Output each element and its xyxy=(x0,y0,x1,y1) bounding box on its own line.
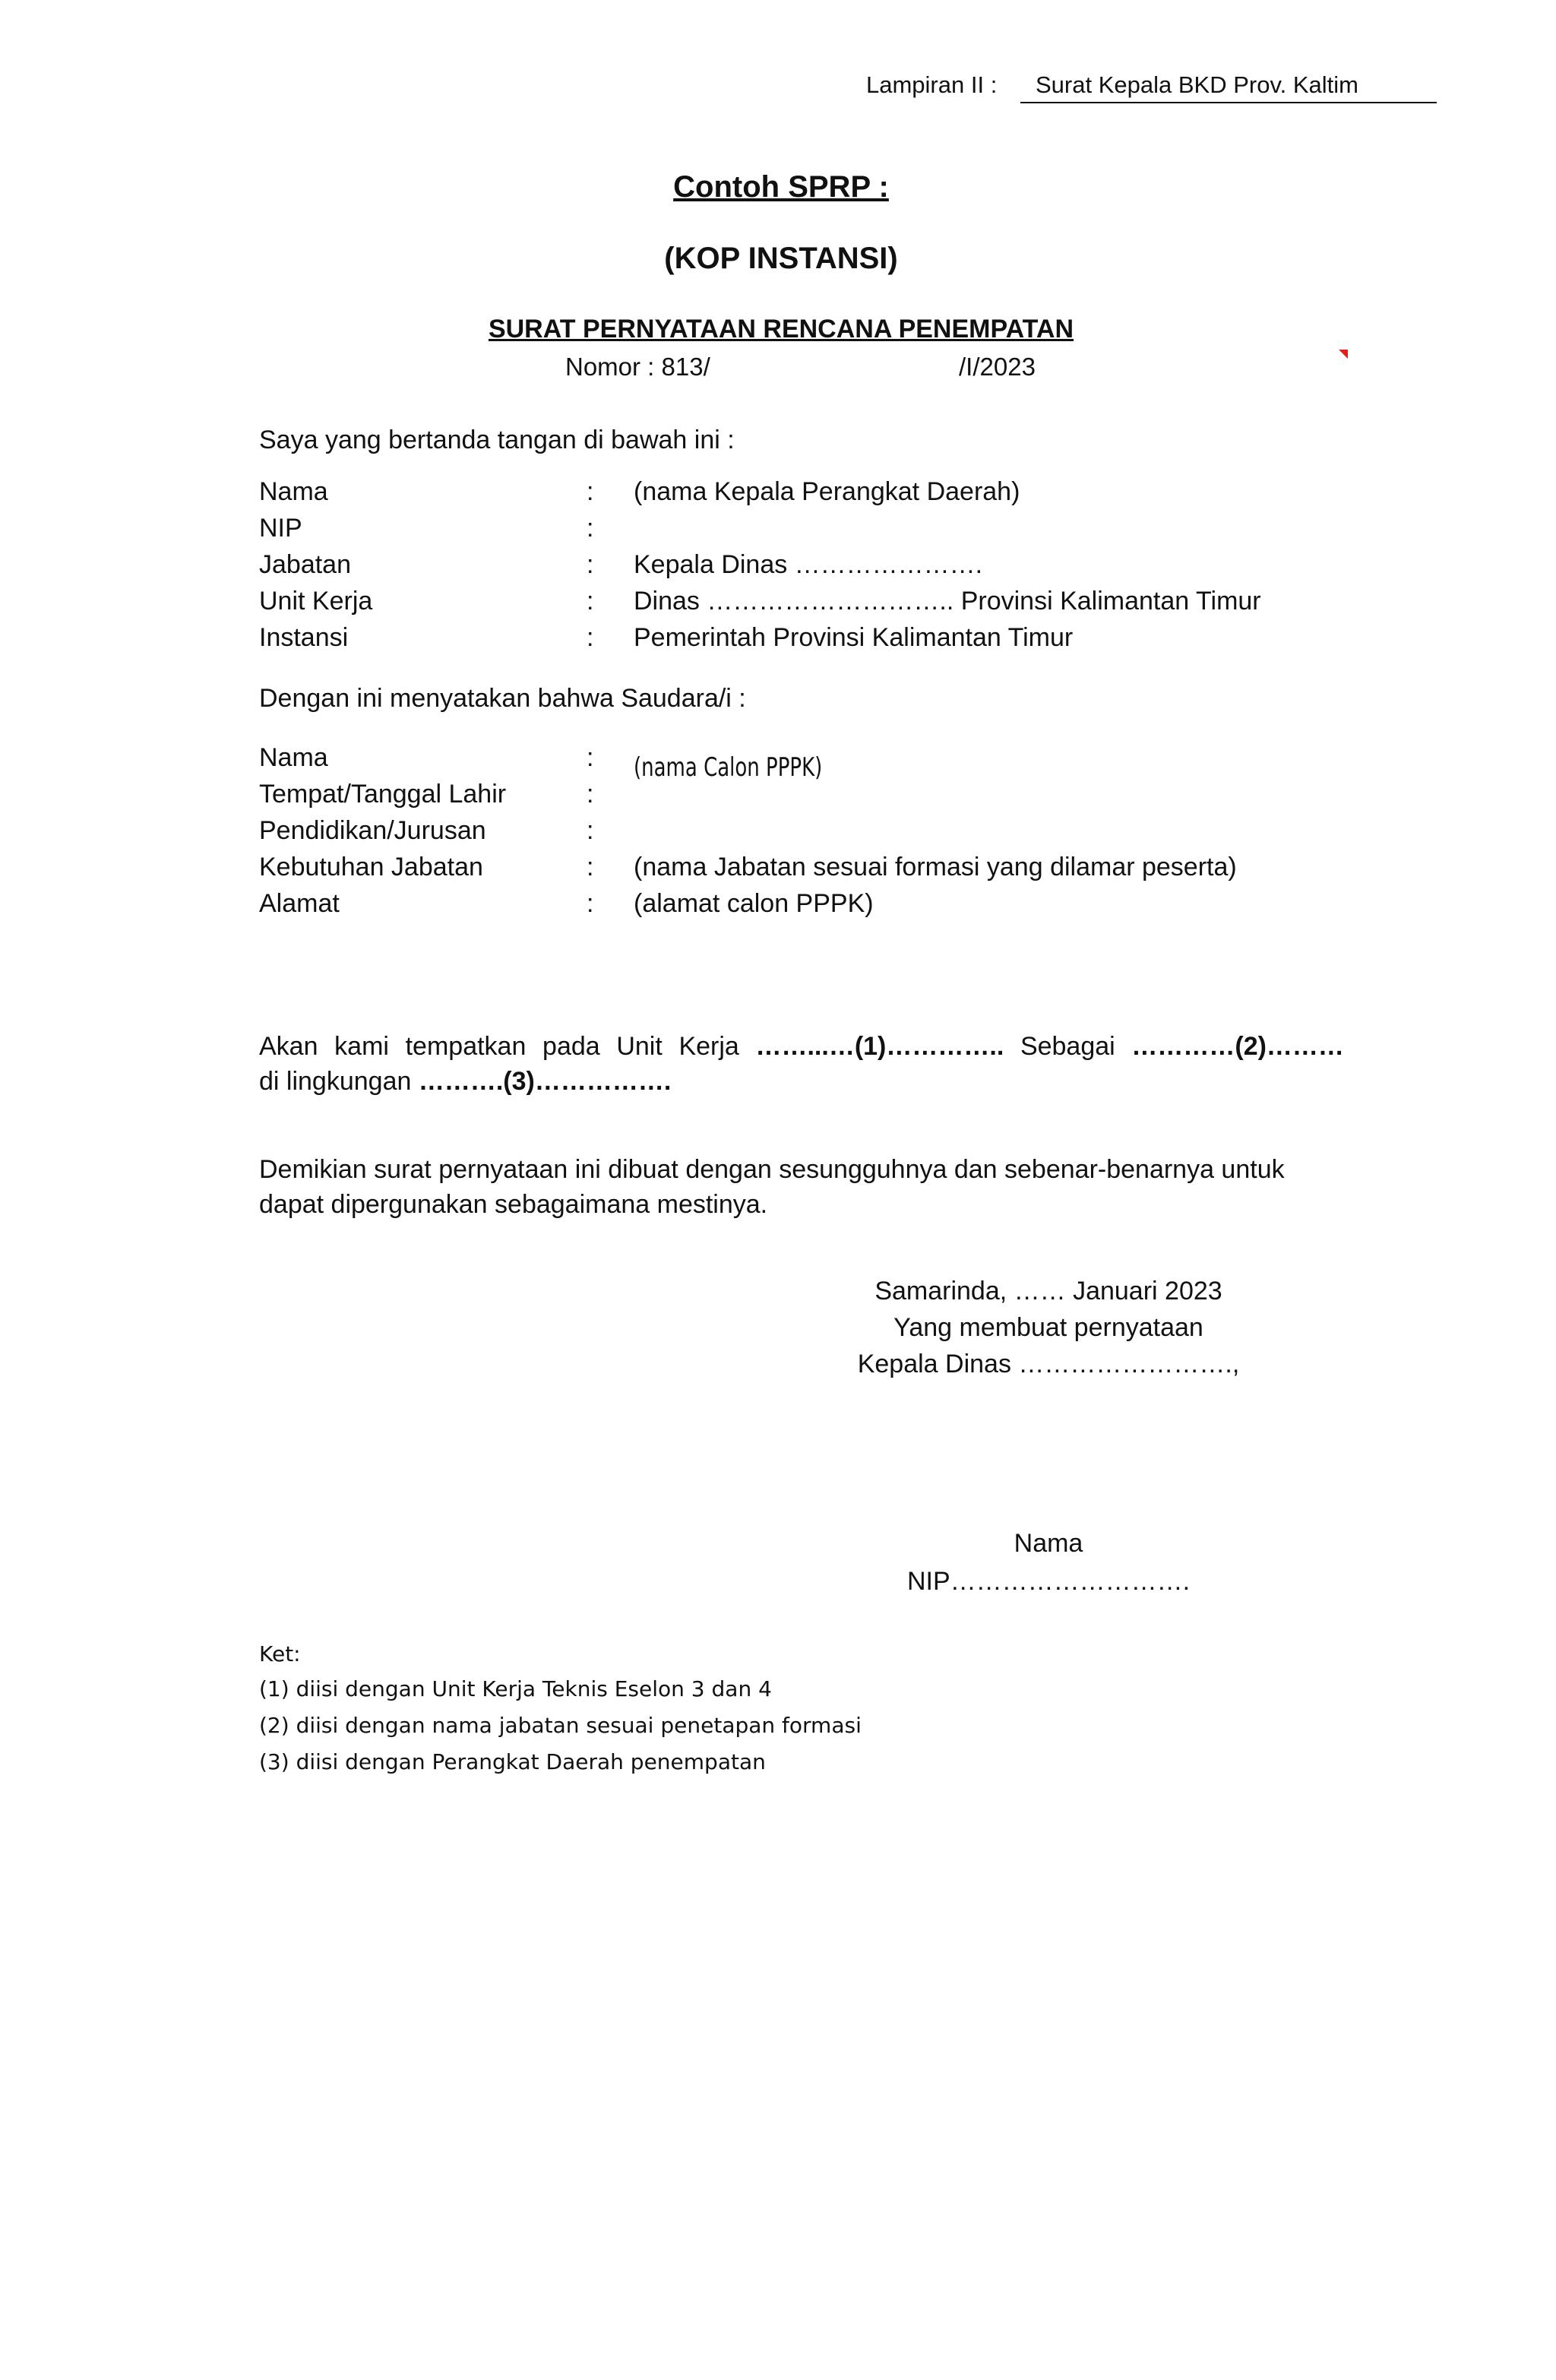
note-item: (1) diisi dengan Unit Kerja Teknis Eselon 3 dan 4 xyxy=(259,1676,772,1701)
letter-number-prefix: Nomor : 813/ xyxy=(565,353,710,381)
lampiran-label: Lampiran II : xyxy=(866,71,998,98)
field-colon: : xyxy=(587,889,594,918)
kop-instansi-title: (KOP INSTANSI) xyxy=(664,242,898,275)
field-label: Tempat/Tanggal Lahir xyxy=(259,780,507,809)
field-value: (alamat calon PPPK) xyxy=(634,889,874,918)
statement-intro: Dengan ini menyatakan bahwa Saudara/i : xyxy=(259,684,746,713)
field-label: Pendidikan/Jurusan xyxy=(259,816,486,845)
field-colon: : xyxy=(587,816,594,845)
intro-text: Saya yang bertanda tangan di bawah ini : xyxy=(259,426,735,454)
closing-line-1: Demikian surat pernyataan ini dibuat dengan sesungguhnya dan sebenar-benarnya untuk xyxy=(259,1155,1285,1184)
signature-place-date: Samarinda, …… Januari 2023 xyxy=(874,1277,1222,1306)
field-label: Alamat xyxy=(259,889,340,918)
blank-1: ……...…(1)………….. xyxy=(755,1032,1004,1061)
blank-3: ……….(3)……………. xyxy=(418,1067,672,1096)
lampiran-value: Surat Kepala BKD Prov. Kaltim xyxy=(1020,71,1437,103)
placement-paragraph xyxy=(259,1029,1344,1099)
word: Unit xyxy=(616,1032,663,1061)
example-title: Contoh SPRP : xyxy=(673,170,889,204)
note-item: (3) diisi dengan Perangkat Daerah penempatan xyxy=(259,1749,766,1774)
signature-name: Nama xyxy=(1014,1529,1083,1558)
field-value: (nama Kepala Perangkat Daerah) xyxy=(634,477,1020,506)
field-label: Unit Kerja xyxy=(259,587,373,616)
note-item: (2) diisi dengan nama jabatan sesuai penetapan formasi xyxy=(259,1713,862,1738)
word: tempatkan xyxy=(405,1032,527,1061)
word: Kerja xyxy=(678,1032,739,1061)
field-colon: : xyxy=(587,550,594,579)
field-value: Kepala Dinas …………………. xyxy=(634,550,983,579)
field-colon: : xyxy=(587,853,594,881)
word: kami xyxy=(334,1032,389,1061)
field-colon: : xyxy=(587,514,594,543)
word: pada xyxy=(542,1032,600,1061)
signature-position: Kepala Dinas ……………………., xyxy=(857,1350,1240,1378)
field-label: Jabatan xyxy=(259,550,351,579)
signature-nip: NIP………………………. xyxy=(906,1567,1191,1596)
field-colon: : xyxy=(587,743,594,772)
field-colon: : xyxy=(587,780,594,809)
field-value: Dinas ……………………….. Provinsi Kalimantan Timur xyxy=(634,587,1261,616)
field-colon: : xyxy=(587,587,594,616)
field-label: NIP xyxy=(259,514,302,543)
closing-line-2: dapat dipergunakan sebagaimana mestinya. xyxy=(259,1190,768,1219)
field-value: Pemerintah Provinsi Kalimantan Timur xyxy=(634,623,1074,652)
closing-paragraph xyxy=(259,1152,1344,1222)
field-label: Kebutuhan Jabatan xyxy=(259,853,483,881)
notes-title: Ket: xyxy=(259,1641,301,1666)
field-colon: : xyxy=(587,477,594,506)
field-colon: : xyxy=(587,623,594,652)
word: Sebagai xyxy=(1020,1032,1115,1061)
field-label: Nama xyxy=(259,743,328,772)
field-label: Instansi xyxy=(259,623,349,652)
field-label: Nama xyxy=(259,477,328,506)
placement-line-2 xyxy=(259,1064,1344,1099)
field-value: (nama Jabatan sesuai formasi yang dilamar peserta) xyxy=(634,853,1237,881)
comment-marker-icon xyxy=(1339,350,1348,359)
blank-2: …………(2)……… xyxy=(1131,1032,1344,1061)
word: Akan xyxy=(259,1032,318,1061)
letter-number-suffix: /I/2023 xyxy=(959,353,1036,381)
field-value-handwritten: (nama Calon PPPK) xyxy=(634,752,823,783)
line-prefix: di lingkungan xyxy=(259,1067,412,1096)
placement-line-1 xyxy=(259,1029,1344,1064)
signature-role: Yang membuat pernyataan xyxy=(893,1313,1203,1342)
letter-title: SURAT PERNYATAAN RENCANA PENEMPATAN xyxy=(488,315,1074,343)
